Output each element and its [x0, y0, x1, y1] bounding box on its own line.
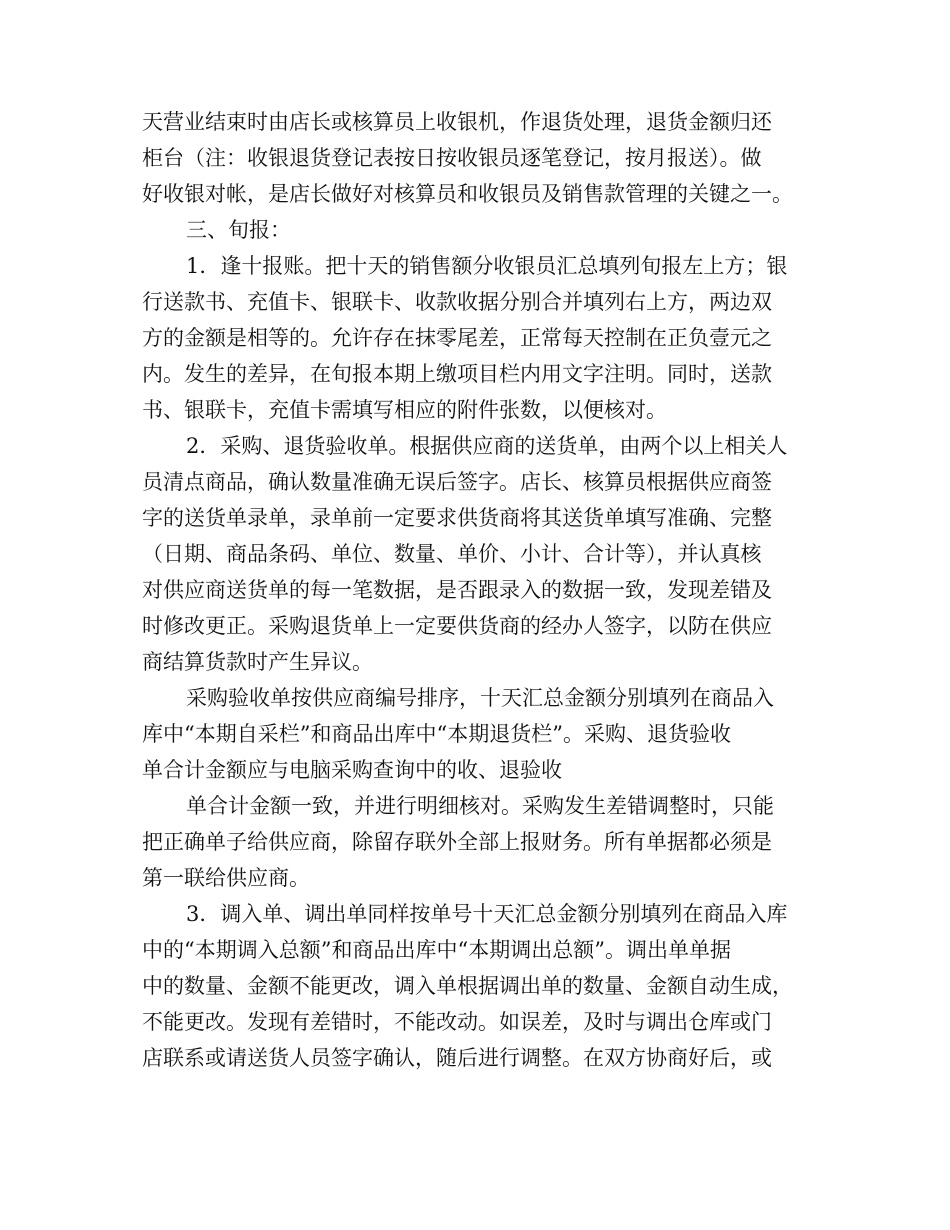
text-line: 单合计金额一致，并进行明细核对。采购发生差错调整时，只能 [186, 794, 774, 818]
text-line: 库中“本期自采栏”和商品出库中“本期退货栏”。采购、退货验收 [142, 722, 731, 746]
document-body [142, 104, 810, 1076]
text-line: 2．采购、退货验收单。根据供应商的送货单，由两个以上相关人 [186, 434, 788, 458]
text-line: 商结算货款时产生异议。 [142, 650, 373, 674]
text-line: 3．调入单、调出单同样按单号十天汇总金额分别填列在商品入库 [186, 902, 788, 926]
text-line: 采购验收单按供应商编号排序，十天汇总金额分别填列在商品入 [186, 686, 774, 710]
text-line: 中的“本期调入总额”和商品出库中“本期调出总额”。调出单单据 [142, 938, 731, 962]
text-line: 柜台（注：收银退货登记表按日按收银员逐笔登记，按月报送）。做 [142, 146, 762, 170]
text-line: 天营业结束时由店长或核算员上收银机，作退货处理，退货金额归还 [142, 110, 772, 134]
section-heading: 三、旬报： [186, 218, 291, 242]
text-line: 单合计金额应与电脑采购查询中的收、退验收 [142, 758, 562, 782]
text-line: 好收银对帐，是店长做好对核算员和收银员及销售款管理的关键之一。 [142, 182, 793, 206]
text-line: 方的金额是相等的。允许存在抹零尾差，正常每天控制在正负壹元之 [142, 326, 772, 350]
text-line: 内。发生的差异，在旬报本期上缴项目栏内用文字注明。同时，送款 [142, 362, 772, 386]
text-line: 第一联给供应商。 [142, 866, 310, 890]
text-line: 字的送货单录单，录单前一定要求供货商将其送货单填写准确、完整 [142, 506, 772, 530]
text-line: 行送款书、充值卡、银联卡、收款收据分别合并填列右上方，两边双 [142, 290, 772, 314]
text-line: （日期、商品条码、单位、数量、单价、小计、合计等），并认真核 [142, 542, 762, 566]
text-line: 书、银联卡，充值卡需填写相应的附件张数，以便核对。 [142, 398, 667, 422]
text-line: 时修改更正。采购退货单上一定要供货商的经办人签字，以防在供应 [142, 614, 772, 638]
text-line: 店联系或请送货人员签字确认，随后进行调整。在双方协商好后，或 [142, 1046, 772, 1070]
text-line: 把正确单子给供应商，除留存联外全部上报财务。所有单据都必须是 [142, 830, 772, 854]
text-line: 不能更改。发现有差错时，不能改动。如误差，及时与调出仓库或门 [142, 1010, 772, 1034]
text-line: 员清点商品，确认数量准确无误后签字。店长、核算员根据供应商签 [142, 470, 772, 494]
text-line: 对供应商送货单的每一笔数据，是否跟录入的数据一致，发现差错及 [142, 578, 772, 602]
text-line: 中的数量、金额不能更改，调入单根据调出单的数量、金额自动生成， [142, 974, 793, 998]
text-line: 1．逢十报账。把十天的销售额分收银员汇总填列旬报左上方；银 [186, 254, 788, 278]
